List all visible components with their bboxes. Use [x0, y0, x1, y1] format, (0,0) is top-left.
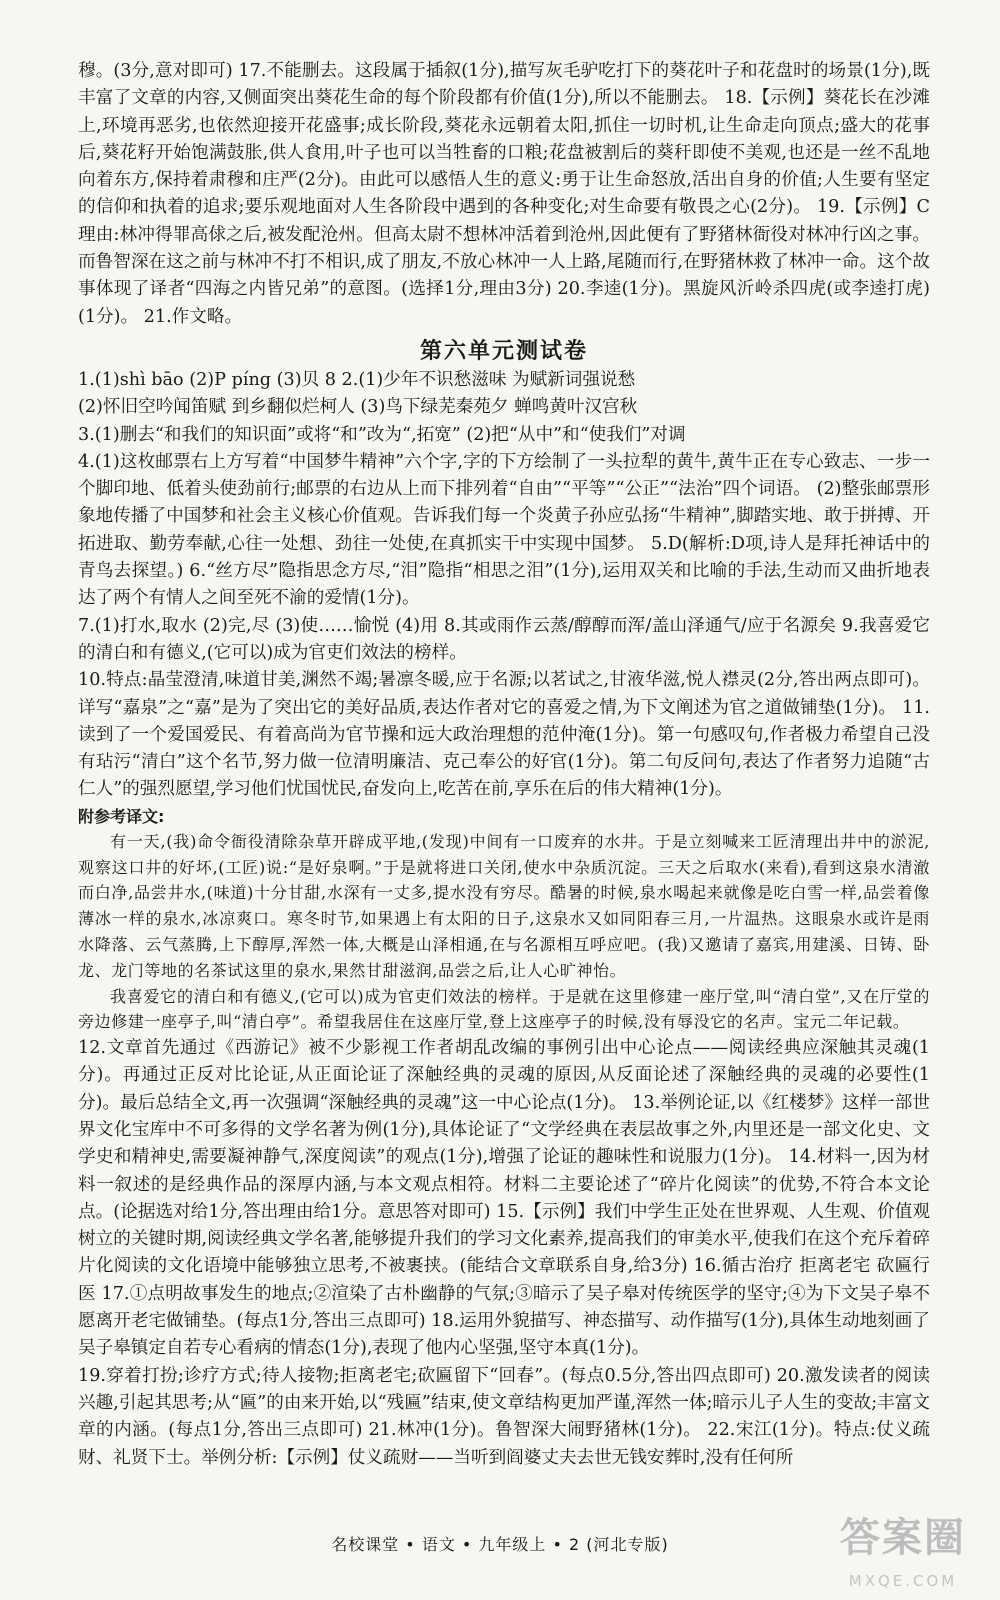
answer-paragraph: (2)怀旧空吟闻笛赋 到乡翻似烂柯人 (3)鸟下绿芜秦苑夕 蝉鸣黄叶汉宫秋	[78, 397, 638, 418]
answer-paragraph: 1.(1)shì bāo (2)P píng (3)贝 8 2.(1)少年不识愁滋味 为赋新词强说愁	[78, 369, 636, 390]
answer-paragraph: 10.特点:晶莹澄清,味道甘美,渊然不竭;暑凛冬暖,应于名源;以茗试之,甘液华滋,悦人襟灵(2分,答出两点即可)。详写“嘉泉”之“嘉”是为了突出它的美好品质,表达作者对它的喜爱之情,为下文阐述为官之道做铺垫(1分)。 11.读到了一个爱国爱民、有着高尚为官节操和远大政治理想的范仲淹(1分)。第一句感叹句,作者极力希望自己没有玷污“清白”这个名节,努力做一位清明廉洁、克己奉公的好官(1分)。第二句反问句,表达了作者努力追随“古仁人”的强烈愿望,学习他们忧国忧民,奋发向上,吃苦在前,享乐在后的伟大精神(1分)。	[78, 670, 930, 800]
answer-paragraph: 4.(1)这枚邮票右上方写着“中国梦牛精神”六个字,字的下方绘制了一头拉犁的黄牛,黄牛正在专心致志、一步一个脚印地、低着头使劲前行;邮票的右边从上而下排列着“自由”“平等”“公正”“法治”四个词语。 (2)整张邮票形象地传播了中国梦和社会主义核心价值观。告诉我们每一个炎黄子孙应弘扬“牛精神”,脚踏实地、敢于拼搏、开拓进取、勤劳奉献,心往一处想、劲往一处使,在真抓实干中实现中国梦。 5.D(解析:D项,诗人是拜托神话中的青鸟去探望。) 6.“丝方尽”隐指思念方尽,“泪”隐指“相思之泪”(1分),运用双关和比喻的手法,生动而又曲折地表达了两个有情人之间至死不渝的爱情(1分)。	[78, 451, 930, 609]
watermark	[832, 1510, 982, 1590]
answer-paragraph: 12.文章首先通过《西游记》被不少影视工作者胡乱改编的事例引出中心论点——阅读经典应深触其灵魂(1分)。再通过正反对比论证,从正面论证了深触经典的灵魂的原因,从反面论述了深触经典的灵魂的必要性(1分)。最后总结全文,再一次强调“深触经典的灵魂”这一中心论点(1分)。 13.举例论证,以《红楼梦》这样一部世界文化宝库中不可多得的文学名著为例(1分),具体论证了“文学经典在表层故事之外,内里还是一部文化史、文学史和精神史,需要凝神静气,深度阅读”的观点(1分),增强了论证的趣味性和说服力(1分)。 14.材料一,因为材料一叙述的是经典作品的深厚内涵,与本文观点相符。材料二主要论述了“碎片化阅读”的优势,不符合本文论点。(论据选对给1分,答出理由给1分。意思答对即可) 15.【示例】我们中学生正处在世界观、人生观、价值观树立的关键时期,阅读经典文学名著,能够提升我们的学习文化素养,提高我们的审美水平,使我们在这个充斥着碎片化阅读的文化语境中能够独立思考,不被裹挟。(能结合文章联系自身,给3分) 16.循古治疗 拒离老宅 砍匾行医 17.①点明故事发生的地点;②渲染了古朴幽静的气氛;③暗示了吴子皋对传统医学的坚守;④为下文吴子皋不愿离开老宅做铺垫。(每点1分,答出三点即可) 18.运用外貌描写、神态描写、动作描写(1分),具体生动地刻画了吴子皋镇定自若专心看病的情态(1分),表现了他内心坚强,坚守本真(1分)。	[78, 1038, 930, 1359]
translation-paragraph: 有一天,(我)命令衙役清除杂草开辟成平地,(发现)中间有一口废弃的水井。于是立刻喊来工匠清理出井中的淤泥,观察这口井的好坏,(工匠)说:“是好泉啊。”于是就将进口关闭,使水中杂质沉淀。三天之后取水(来看),看到这泉水清澈而白净,品尝井水,(味道)十分甘甜,水深有一丈多,提水没有穷尽。酷暑的时候,泉水喝起来就像是吃白雪一样,品尝着像薄冰一样的泉水,冰凉爽口。寒冬时节,如果遇上有太阳的日子,这泉水又如同阳春三月,一片温热。这眼泉水或许是雨水降落、云气蒸腾,上下醇厚,浑然一体,大概是山泽相通,在与名源相互呼应吧。(我)又邀请了嘉宾,用建溪、日铸、卧龙、龙门等地的名茶试这里的泉水,果然甘甜滋润,品尝之后,让人心旷神怡。	[78, 831, 930, 980]
answer-paragraph: 穆。(3分,意对即可) 17.不能删去。这段属于插叙(1分),描写灰毛驴吃打下的葵花叶子和花盘时的场景(1分),既丰富了文章的内容,又侧面突出葵花生命的每个阶段都有价值(1分),所以不能删去。 18.【示例】葵花长在沙滩上,环境再恶劣,也依然迎接开花盛事;成长阶段,葵花永远朝着太阳,抓住一切时机,让生命走向顶点;盛大的花事后,葵花籽开始饱满鼓胀,供人食用,叶子也可以当牲畜的口粮;花盘被割后的葵秆即使不美观,也还是一丝不乱地向着东方,保持着肃穆和庄严(2分)。由此可以感悟人生的意义:勇于让生命怒放,活出自身的价值;人生要有坚定的信仰和执着的追求;要乐观地面对人生各阶段中遇到的各种变化;对生命要有敬畏之心(2分)。 19.【示例】C 理由:林冲得罪高俅之后,被发配沧州。但高太尉不想林冲活着到沧州,因此便有了野猪林衙役对林冲行凶之事。而鲁智深在这之前与林冲不打不相识,成了朋友,不放心林冲一人上路,尾随而行,在野猪林救了林冲一命。这个故事体现了译者“四海之内皆兄弟”的意图。(选择1分,理由3分) 20.李逵(1分)。黑旋风沂岭杀四虎(或李逵打虎)(1分)。 21.作文略。	[78, 61, 930, 327]
answers-unit-six	[78, 367, 930, 804]
translation-paragraph: 我喜爱它的清白和有德义,(它可以)成为官吏们效法的榜样。于是就在这里修建一座厅堂,叫“清白堂”,又在厅堂的旁边修建一座亭子,叫“清白亭”。希望我居住在这座厅堂,登上这座亭子的时候,没有辱没它的名声。宝元二年记载。	[78, 986, 930, 1032]
answer-paragraph: 3.(1)删去“和我们的知识面”或将“和”改为“,拓宽” (2)把“从中”和“使我们”对调	[78, 424, 686, 445]
translation-heading: 附参考译文:	[78, 806, 165, 826]
watermark-logo: 答案圈	[840, 1515, 966, 1561]
watermark-url: MXQE.COM	[848, 1572, 958, 1590]
section-title: 第六单元测试卷	[419, 338, 588, 364]
answers-unit-five	[78, 58, 930, 331]
answers-continued	[78, 1035, 930, 1472]
answer-paragraph: 19.穿着打扮;诊疗方式;待人接物;拒离老宅;砍匾留下“回春”。(每点0.5分,答出四点即可) 20.激发读者的阅读兴趣,引起其思考;从“匾”的由来开始,以“残匾”结束,使文章结构更加严谨,浑然一体;暗示儿子人生的变故;丰富文章的内涵。(每点1分,答出三点即可) 21.林冲(1分)。鲁智深大闹野猪林(1分)。 22.宋江(1分)。特点:仗义疏财、礼贤下士。举例分析:【示例】仗义疏财——当听到阎婆丈夫去世无钱安葬时,没有任何所	[78, 1365, 930, 1468]
reference-translation	[78, 804, 930, 1035]
answer-paragraph: 7.(1)打水,取水 (2)完,尽 (3)使……愉悦 (4)用 8.其或雨作云蒸/醇醇而浑/盖山泽通气/应于名源矣 9.我喜爱它的清白和有德义,(它可以)成为官吏们效法的榜样。	[78, 615, 930, 663]
page-footer: 名校课堂 • 语文 • 九年级上 • 2 (河北专版)	[331, 1535, 669, 1554]
